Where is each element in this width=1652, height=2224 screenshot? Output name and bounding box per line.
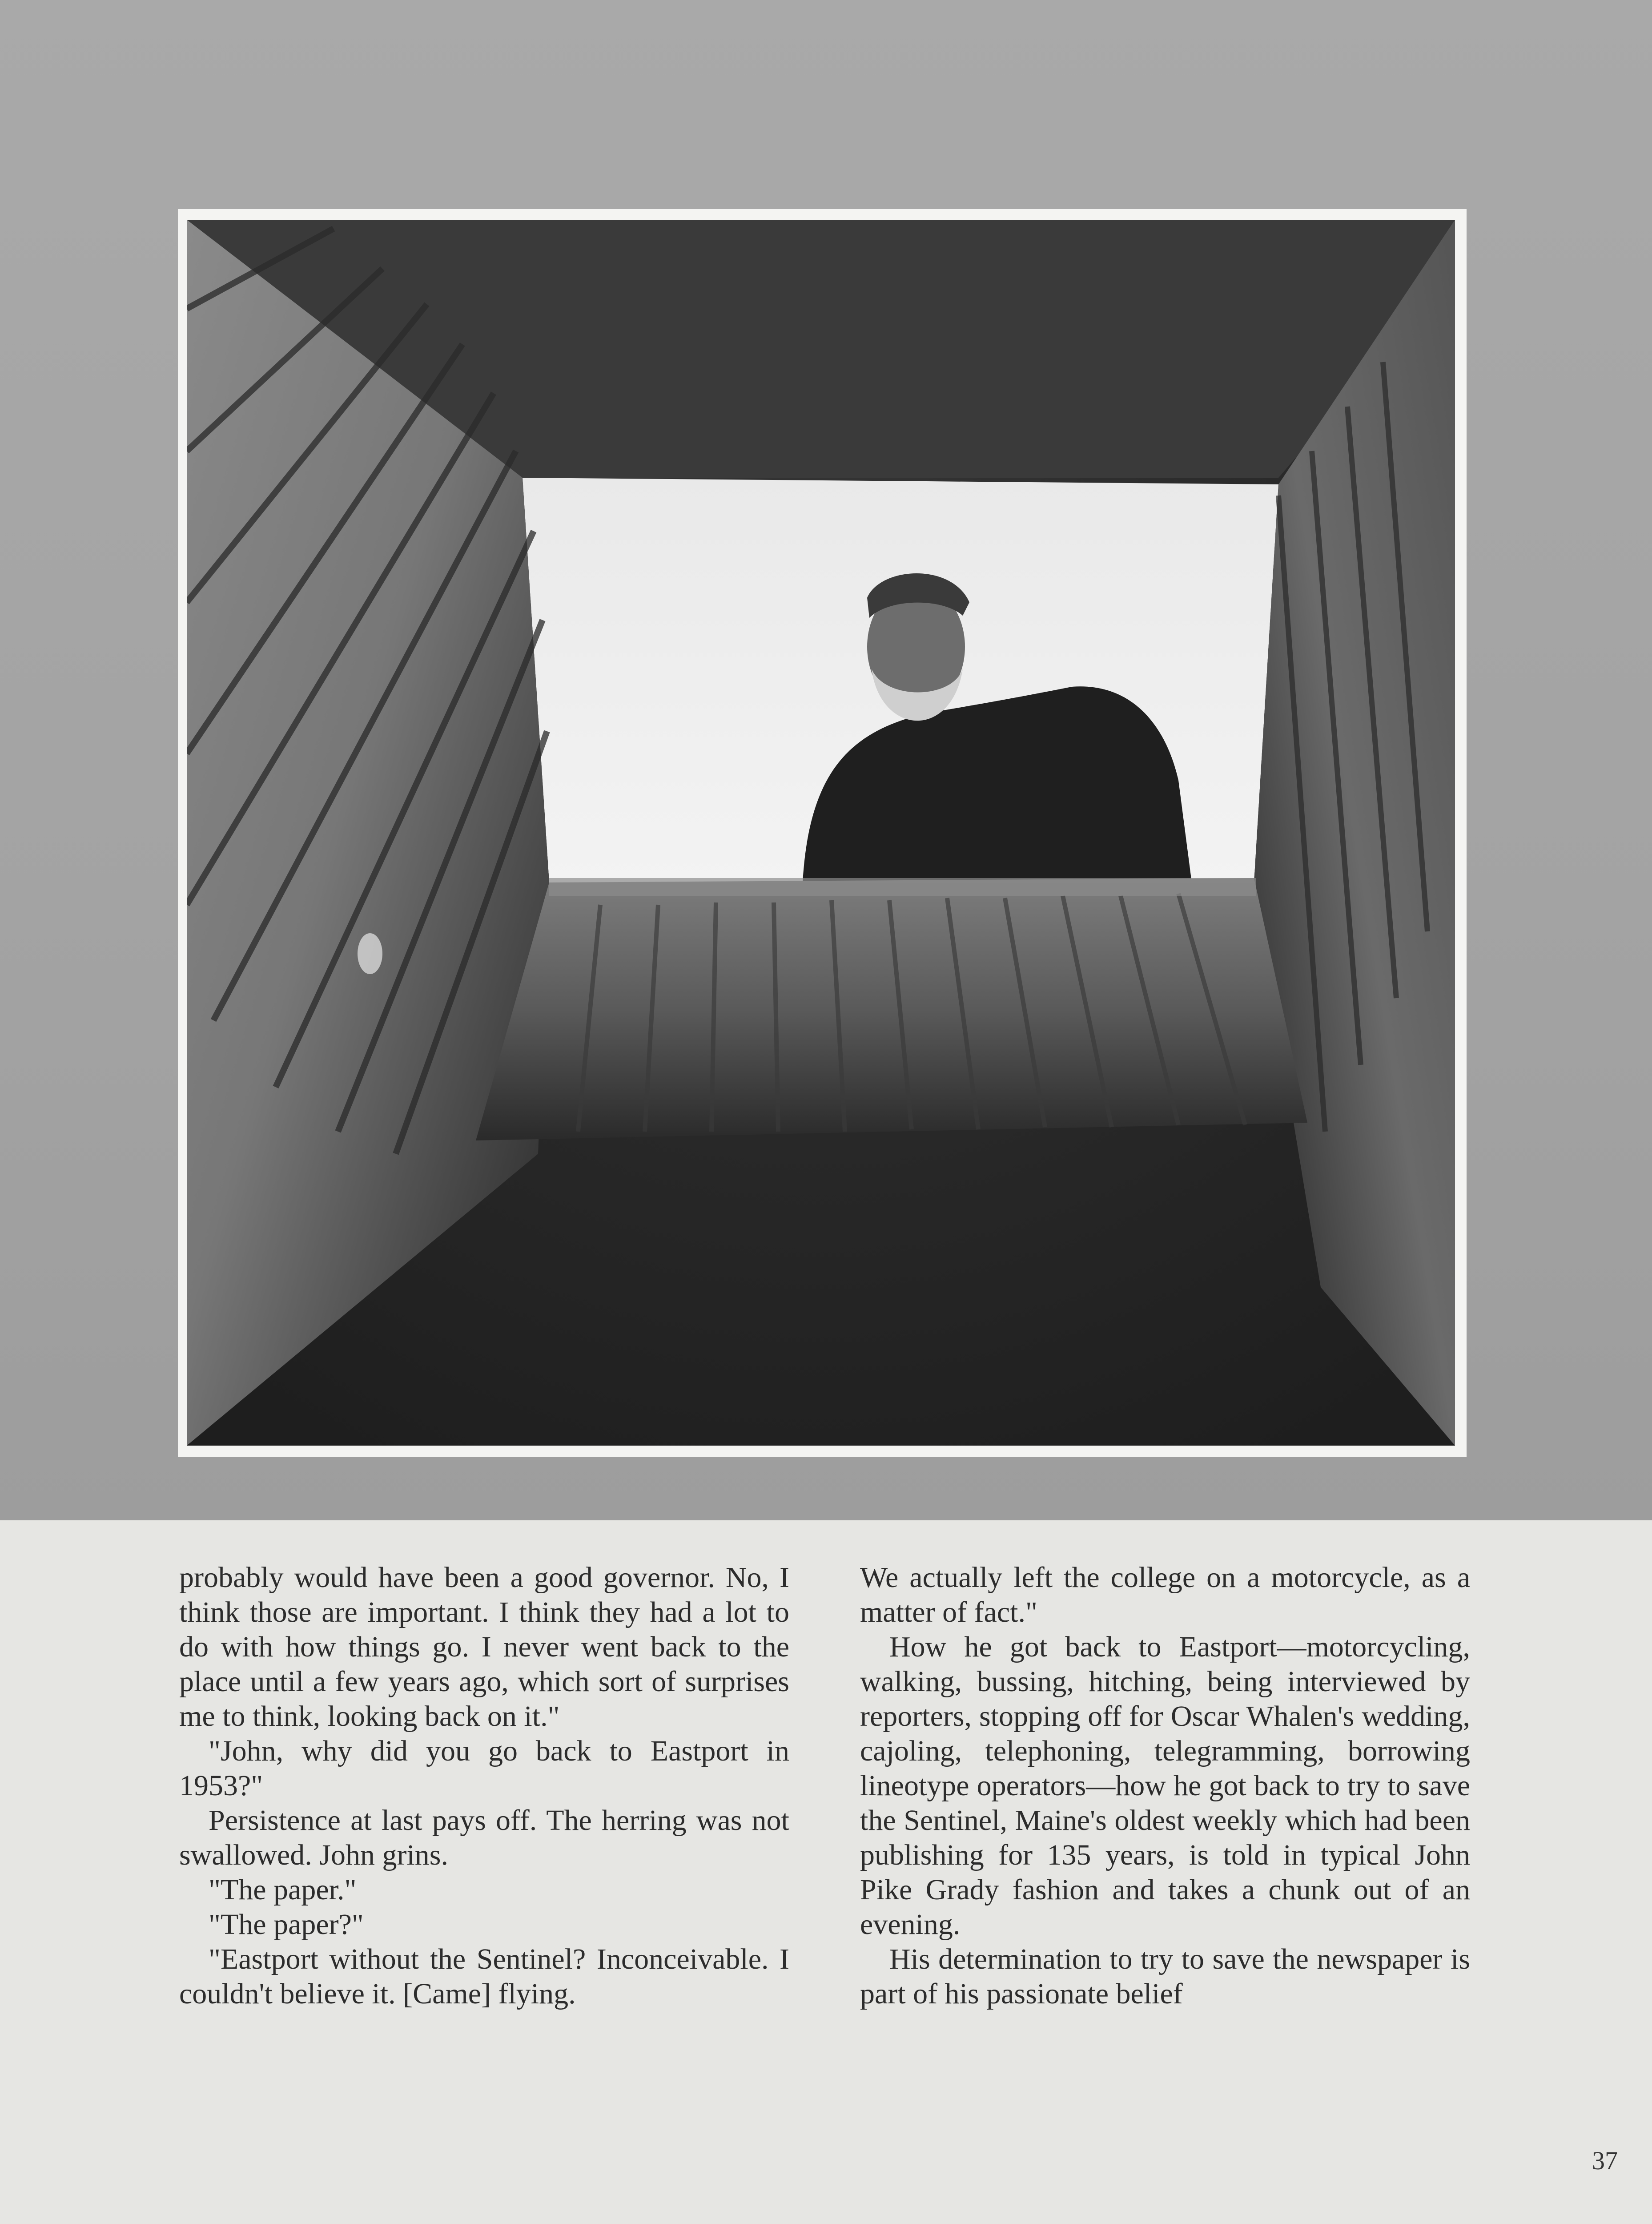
paragraph: Persistence at last pays off. The herring was not swallowed. John grins. bbox=[179, 1804, 789, 1871]
paragraph: "John, why did you go back to Eastport in 1953?" bbox=[179, 1735, 789, 1802]
article-left-column bbox=[179, 1560, 789, 2011]
article-right-column bbox=[860, 1560, 1470, 2011]
paragraph: We actually left the college on a motorcycle, as a matter of fact." bbox=[860, 1561, 1470, 1628]
paragraph: How he got back to Eastport—motorcycling, walking, bussing, hitching, being interviewed by reporters, stopping off for Oscar Whalen's wedding, cajoling, telephoning, telegramming, borrowing lineotype operators—how he got back to try to save the Sentinel, Maine's oldest weekly which had been publishing for 135 years, is told in typical John Pike Grady fashion and takes a chunk out of an evening. bbox=[860, 1631, 1470, 1941]
page-number: 37 bbox=[1592, 2146, 1618, 2175]
photograph bbox=[187, 220, 1455, 1446]
photo-frame bbox=[178, 209, 1467, 1457]
paragraph: His determination to try to save the newspaper is part of his passionate belief bbox=[860, 1943, 1470, 2010]
paragraph: probably would have been a good governor. No, I think those are important. I think they had a lot to do with how things go. I never went back to the place until a few years ago, which sort of surprises me to think, looking back on it." bbox=[179, 1561, 789, 1732]
paragraph: "The paper?" bbox=[209, 1908, 364, 1941]
paragraph: "Eastport without the Sentinel? Inconceivable. I couldn't believe it. [Came] flying. bbox=[179, 1943, 789, 2010]
photo-man-looking-down-into-wooden-shaft-icon bbox=[187, 220, 1455, 1446]
paragraph: "The paper." bbox=[209, 1873, 357, 1906]
